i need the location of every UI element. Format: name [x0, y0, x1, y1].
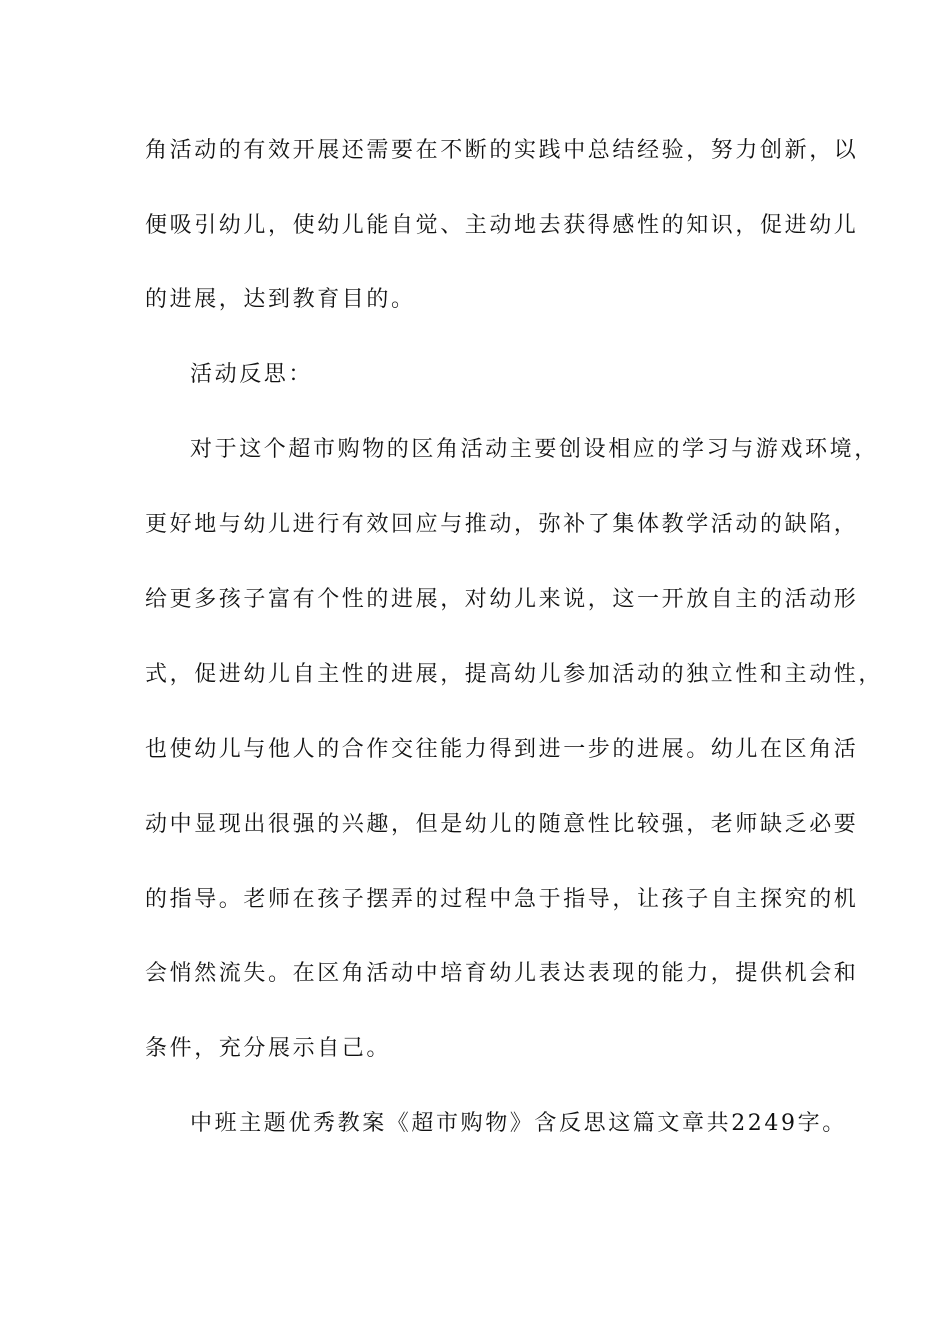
paragraph-line: 的进展，达到教育目的。 — [145, 287, 416, 312]
paragraph-line: 也使幼儿与他人的合作交往能力得到进一步的进展。幼儿在区角活 — [145, 737, 859, 762]
paragraph-line: 的指导。老师在孩子摆弄的过程中急于指导，让孩子自主探究的机 — [145, 887, 859, 912]
paragraph-line: 会悄然流失。在区角活动中培育幼儿表达表现的能力，提供机会和 — [145, 961, 859, 986]
paragraph-line: 便吸引幼儿，使幼儿能自觉、主动地去获得感性的知识，促进幼儿 — [145, 213, 859, 238]
paragraph-line: 条件，充分展示自己。 — [145, 1036, 392, 1061]
paragraph-line: 动中显现出很强的兴趣，但是幼儿的随意性比较强，老师缺乏必要 — [145, 812, 859, 837]
paragraph-line: 给更多孩子富有个性的进展，对幼儿来说，这一开放自主的活动形 — [145, 587, 859, 612]
article-word-count: 中班主题优秀教案《超市购物》含反思这篇文章共2249字。 — [190, 1111, 847, 1136]
paragraph-line: 角活动的有效开展还需要在不断的实践中总结经验，努力创新，以 — [145, 138, 859, 163]
paragraph-line: 更好地与幼儿进行有效回应与推动，弥补了集体教学活动的缺陷， — [145, 512, 859, 537]
paragraph-line: 对于这个超市购物的区角活动主要创设相应的学习与游戏环境， — [190, 437, 879, 462]
section-heading: 活动反思： — [190, 362, 314, 387]
paragraph-line: 式，促进幼儿自主性的进展，提高幼儿参加活动的独立性和主动性， — [145, 662, 884, 687]
